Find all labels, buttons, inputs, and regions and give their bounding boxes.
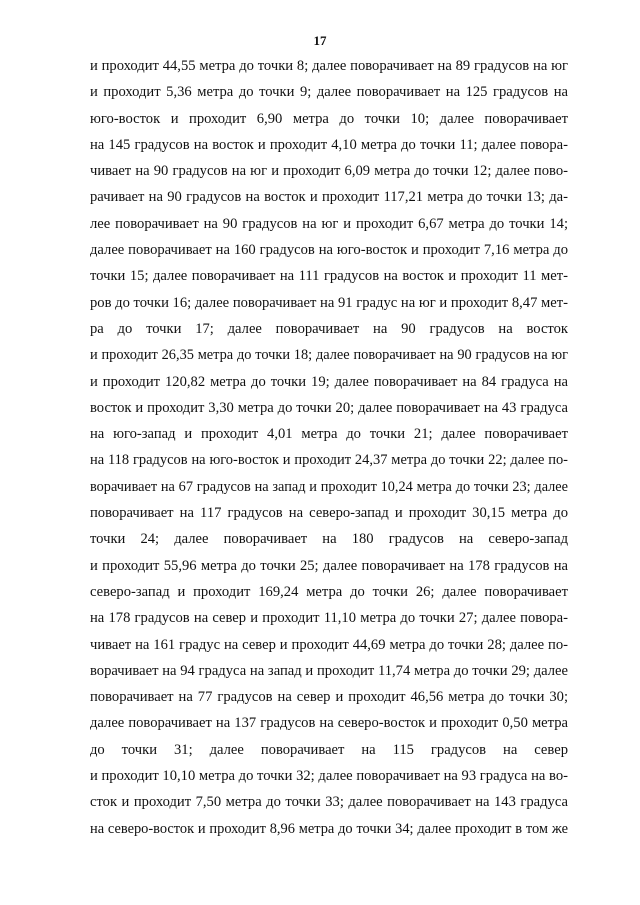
text-line: поворачивает на 117 градусов на северо-запад и проходит 30,15 метра до (90, 505, 568, 522)
text-line: на северо-восток и проходит 8,96 метра до точки 34; далее проходит в том же (90, 820, 568, 837)
text-line: поворачивает на 77 градусов на север и проходит 46,56 метра до точки 30; (90, 689, 568, 706)
text-line: далее поворачивает на 160 градусов на юго-восток и проходит 7,16 метра до (90, 242, 568, 259)
text-line: ворачивает на 94 градуса на запад и проходит 11,74 метра до точки 29; далее (90, 662, 568, 679)
text-line: и проходит 26,35 метра до точки 18; далее поворачивает на 90 градусов на юг (90, 347, 568, 364)
text-line: и проходит 55,96 метра до точки 25; далее поворачивает на 178 градусов на (90, 557, 568, 574)
text-line: до точки 31; далее поворачивает на 115 градусов на север (90, 741, 568, 758)
text-line: ра до точки 17; далее поворачивает на 90 градусов на восток (90, 320, 568, 337)
text-line: на юго-запад и проходит 4,01 метра до точки 21; далее поворачивает (90, 426, 568, 443)
text-line: северо-запад и проходит 169,24 метра до точки 26; далее поворачивает (90, 583, 568, 600)
text-line: лее поворачивает на 90 градусов на юг и проходит 6,67 метра до точки 14; (90, 215, 568, 232)
text-line: на 178 градусов на север и проходит 11,10 метра до точки 27; далее повора- (90, 610, 568, 627)
text-line: точки 24; далее поворачивает на 180 градусов на северо-запад (90, 531, 568, 548)
text-line: ров до точки 16; далее поворачивает на 91 градус на юг и проходит 8,47 мет- (90, 294, 568, 311)
text-line: и проходит 44,55 метра до точки 8; далее поворачивает на 89 градусов на юг (90, 58, 568, 74)
text-line: ворачивает на 67 градусов на запад и проходит 10,24 метра до точки 23; далее (90, 478, 568, 495)
body-text (90, 53, 568, 842)
text-line: точки 15; далее поворачивает на 111 градусов на восток и проходит 11 мет- (90, 268, 568, 285)
text-line: сток и проходит 7,50 метра до точки 33; далее поворачивает на 143 градуса (90, 794, 568, 811)
text-line: восток и проходит 3,30 метра до точки 20; далее поворачивает на 43 градуса (90, 399, 568, 416)
text-line: далее поворачивает на 137 градусов на северо-восток и проходит 0,50 метра (90, 715, 568, 732)
text-line: и проходит 120,82 метра до точки 19; далее поворачивает на 84 градуса на (90, 373, 568, 390)
text-line: рачивает на 90 градусов на восток и проходит 117,21 метра до точки 13; да- (90, 189, 568, 206)
text-line: на 145 градусов на восток и проходит 4,10 метра до точки 11; далее повора- (90, 136, 568, 153)
text-line: и проходит 5,36 метра до точки 9; далее поворачивает на 125 градусов на (90, 84, 568, 101)
text-line: и проходит 10,10 метра до точки 32; далее поворачивает на 93 градуса на во- (90, 768, 568, 785)
text-line: чивает на 161 градус на север и проходит 44,69 метра до точки 28; далее по- (90, 636, 568, 653)
text-line: чивает на 90 градусов на юг и проходит 6,09 метра до точки 12; далее пово- (90, 163, 568, 180)
text-line: на 118 градусов на юго-восток и проходит 24,37 метра до точки 22; далее по- (90, 452, 568, 469)
text-line: юго-восток и проходит 6,90 метра до точки 10; далее поворачивает (90, 110, 568, 127)
page-number: 17 (313, 33, 327, 48)
